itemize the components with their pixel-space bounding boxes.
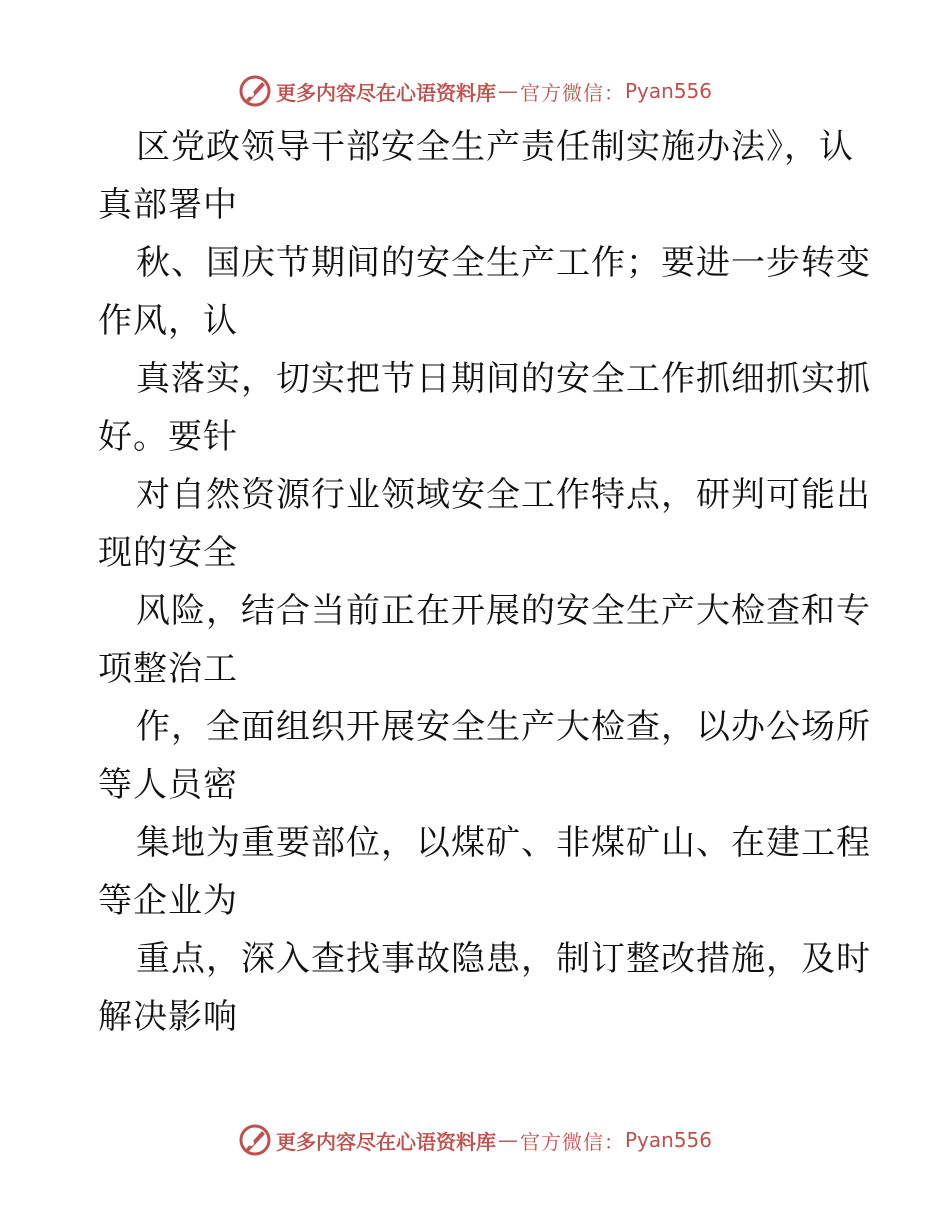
footer-label: 官方微信： (519, 1129, 625, 1154)
paragraph-8 (98, 930, 871, 1046)
header-banner (0, 71, 950, 111)
paragraph-7 (98, 814, 871, 930)
paragraph-2 (98, 234, 871, 350)
paragraph-line: 作，全面组织开展安全生产大检查，以办公场所 (136, 707, 871, 747)
header-brand: 更多内容尽在心语资料库 (275, 80, 496, 105)
paragraph-line: 解决影响 (98, 997, 238, 1037)
paragraph-line: 集地为重要部位，以煤矿、非煤矿山、在建工程 (136, 823, 871, 863)
paragraph-line: 项整治工 (98, 649, 238, 689)
paragraph-line: 重点，深入查找事故隐患，制订整改措施，及时 (136, 939, 871, 979)
paragraph-line: 对自然资源行业领域安全工作特点，研判可能出 (136, 475, 871, 515)
footer-brand: 更多内容尽在心语资料库 (275, 1129, 496, 1154)
paragraph-line: 真落实，切实把节日期间的安全工作抓细抓实抓 (136, 359, 871, 399)
footer-separator: — (497, 1128, 518, 1152)
footer-wechat-id: Pyan556 (624, 1128, 712, 1152)
paragraph-line: 好。要针 (98, 417, 238, 457)
document-body (98, 118, 871, 1046)
paragraph-4 (98, 466, 871, 582)
paragraph-6 (98, 698, 871, 814)
header-wechat-id: Pyan556 (624, 79, 712, 103)
quill-logo-icon (238, 1123, 272, 1157)
header-separator: — (497, 79, 518, 103)
paragraph-1 (98, 118, 858, 234)
paragraph-line: 作风，认 (98, 301, 238, 341)
paragraph-line: 等企业为 (98, 881, 238, 921)
paragraph-line: 区党政领导干部安全生产责任制实施办法》，认 (136, 127, 854, 167)
paragraph-line: 等人员密 (98, 765, 238, 805)
paragraph-line: 真部署中 (98, 185, 238, 225)
paragraph-line: 风险，结合当前正在开展的安全生产大检查和专 (136, 591, 871, 631)
paragraph-line: 现的安全 (98, 533, 238, 573)
footer-banner (0, 1120, 950, 1160)
paragraph-5 (98, 582, 871, 698)
paragraph-3 (98, 350, 871, 466)
header-label: 官方微信： (519, 80, 625, 105)
quill-logo-icon (238, 74, 272, 108)
paragraph-line: 秋、国庆节期间的安全生产工作；要进一步转变 (136, 243, 871, 283)
